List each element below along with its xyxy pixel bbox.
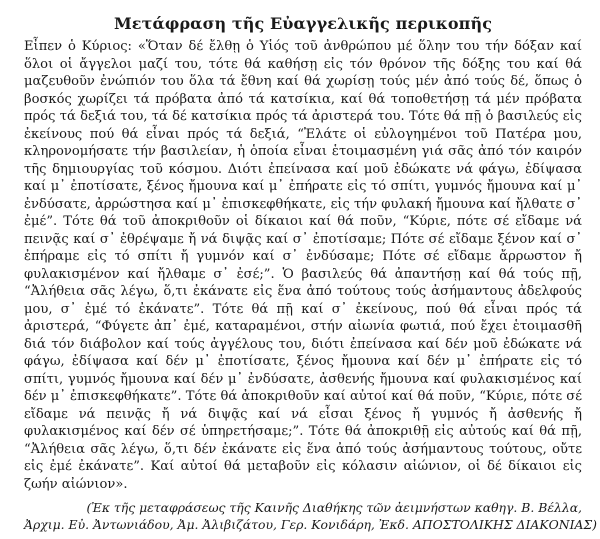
page-title: Μετάφραση τῆς Εὐαγγελικῆς περικοπῆς xyxy=(113,14,493,33)
citation-line-1: (Ἐκ τῆς μεταφράσεως τῆς Καινῆς Διαθήκης τῶν ἀειμνήστων καθηγ. Β. Βέλλα, xyxy=(86,500,582,515)
gospel-paragraph: Εἶπεν ὁ Κύριος: «Ὅταν δέ ἔλθῃ ὁ Υἱός τοῦ ἀνθρώπου μέ ὅλην του τήν δόξαν καί ὅλοι οἱ ἄγγελοι μαζί του, τότε θά καθήσῃ εἰς τόν θρόνον τῆς δόξης του καί θά μαζευθοῦν ἐνώπιόν του ὅλα τά ἔθνη καί θά χωρίσῃ τούς μέν ἀπό τούς δέ, ὅπως ὁ βοσκός χωρίζει τά πρόβατα ἀπό τά κατσίκια, καί θά τοποθετήσῃ τά μέν πρόβατα πρός τά δεξιά του, τά δέ κατσίκια πρός τά ἀριστερά του. Τότε θά πῇ ὁ βασιλεύς εἰς ἐκείνους πού θά εἶναι πρός τά δεξιά, “Ἐλάτε οἱ εὐλογημένοι τοῦ Πατέρα μου, κληρονομήσατε τήν βασιλείαν, ἡ ὁποία εἶναι ἑτοιμασμένη γιά σᾶς ἀπό τόν καιρόν τῆς δημιουργίας τοῦ κόσμου. Διότι ἐπείνασα καί μοῦ ἐδώκατε νά φάγω, ἐδίψασα καί μ᾽ ἐποτίσατε, ξένος ἤμουνα καί μ᾽ ἐπήρατε εἰς τό σπίτι, γυμνός ἤμουνα καί μ᾽ ἐνδύσατε, ἀρρώστησα καί μ᾽ ἐπισκεφθήκατε, εἰς τήν φυλακή ἤμουνα καί ἤλθατε σ᾽ ἐμέ”. Τότε θά τοῦ ἀποκριθοῦν οἱ δίκαιοι καί θά ποῦν, “Κύριε, πότε σέ εἴδαμε νά πεινᾷς καί σ᾽ ἐθρέψαμε ἤ νά διψᾷς καί σ᾽ ἐποτίσαμε; Πότε σέ εἴδαμε ξένον καί σ᾽ ἐπήραμε εἰς τό σπίτι ἤ γυμνόν καί σ᾽ ἐνδύσαμε; Πότε σέ εἴδαμε ἄρρωστον ἤ φυλακισμένον καί ἤλθαμε σ᾽ ἐσέ;”. Ὁ βασιλεύς θά ἀπαντήσῃ καί θά τούς πῇ, “Ἀλήθεια σᾶς λέγω, ὅ,τι ἐκάνατε εἰς ἕνα ἀπό τούτους τούς ἀσήμαντους ἀδελφούς μου, σ᾽ ἐμέ τό ἐκάνατε”. Τότε θά πῇ καί σ᾽ ἐκείνους, πού θά εἶναι πρός τά ἀριστερά, “Φύγετε ἀπ᾽ ἐμέ, καταραμένοι, στήν αἰωνία φωτιά, πού ἔχει ἑτοιμασθῆ διά τόν διάβολον καί τούς ἀγγέλους του, διότι ἐπείνασα καί δέν μοῦ ἐδώκατε νά φάγω, ἐδίψασα καί δέν μ᾽ ἐποτίσατε, ξένος ἤμουνα καί δέν μ᾽ ἐπήρατε εἰς τό σπίτι, γυμνός ἤμουνα καί δέν μ᾽ ἐνδύσατε, ἀσθενής ἤμουνα καί φυλακισμένος καί δέν μ᾽ ἐπισκεφθήκατε”. Τότε θά ἀποκριθοῦν καί αὐτοί καί θά ποῦν, “Κύριε, πότε σέ εἴδαμε νά πεινᾷς ἤ νά διψᾷς καί νά εἶσαι ξένος ἤ γυμνός ἤ ἀσθενής ἤ φυλακισμένος καί δέν σέ ὑπηρετήσαμε;”. Τότε θά ἀποκριθῇ εἰς αὐτούς καί θά πῇ, “Ἀλήθεια σᾶς λέγω, ὅ,τι δέν ἐκάνατε εἰς ἕνα ἀπό τούς ἀσήμαντους τούτους, οὔτε εἰς ἐμέ ἐκάνατε”. Καί αὐτοί θά μεταβοῦν εἰς κόλασιν αἰώνιον, οἱ δέ δίκαιοι εἰς ζωήν αἰώνιον». xyxy=(24,39,582,492)
document-page xyxy=(24,14,598,533)
source-citation xyxy=(24,500,598,533)
citation-line-2: Ἀρχιμ. Εὐ. Ἀντωνιάδου, Ἀμ. Ἀλιβιζάτου, Γερ. Κονιδάρη, Ἐκδ. ΑΠΟΣΤΟΛΙΚΗΣ ΔΙΑΚΟΝΙΑΣ) xyxy=(24,516,598,532)
